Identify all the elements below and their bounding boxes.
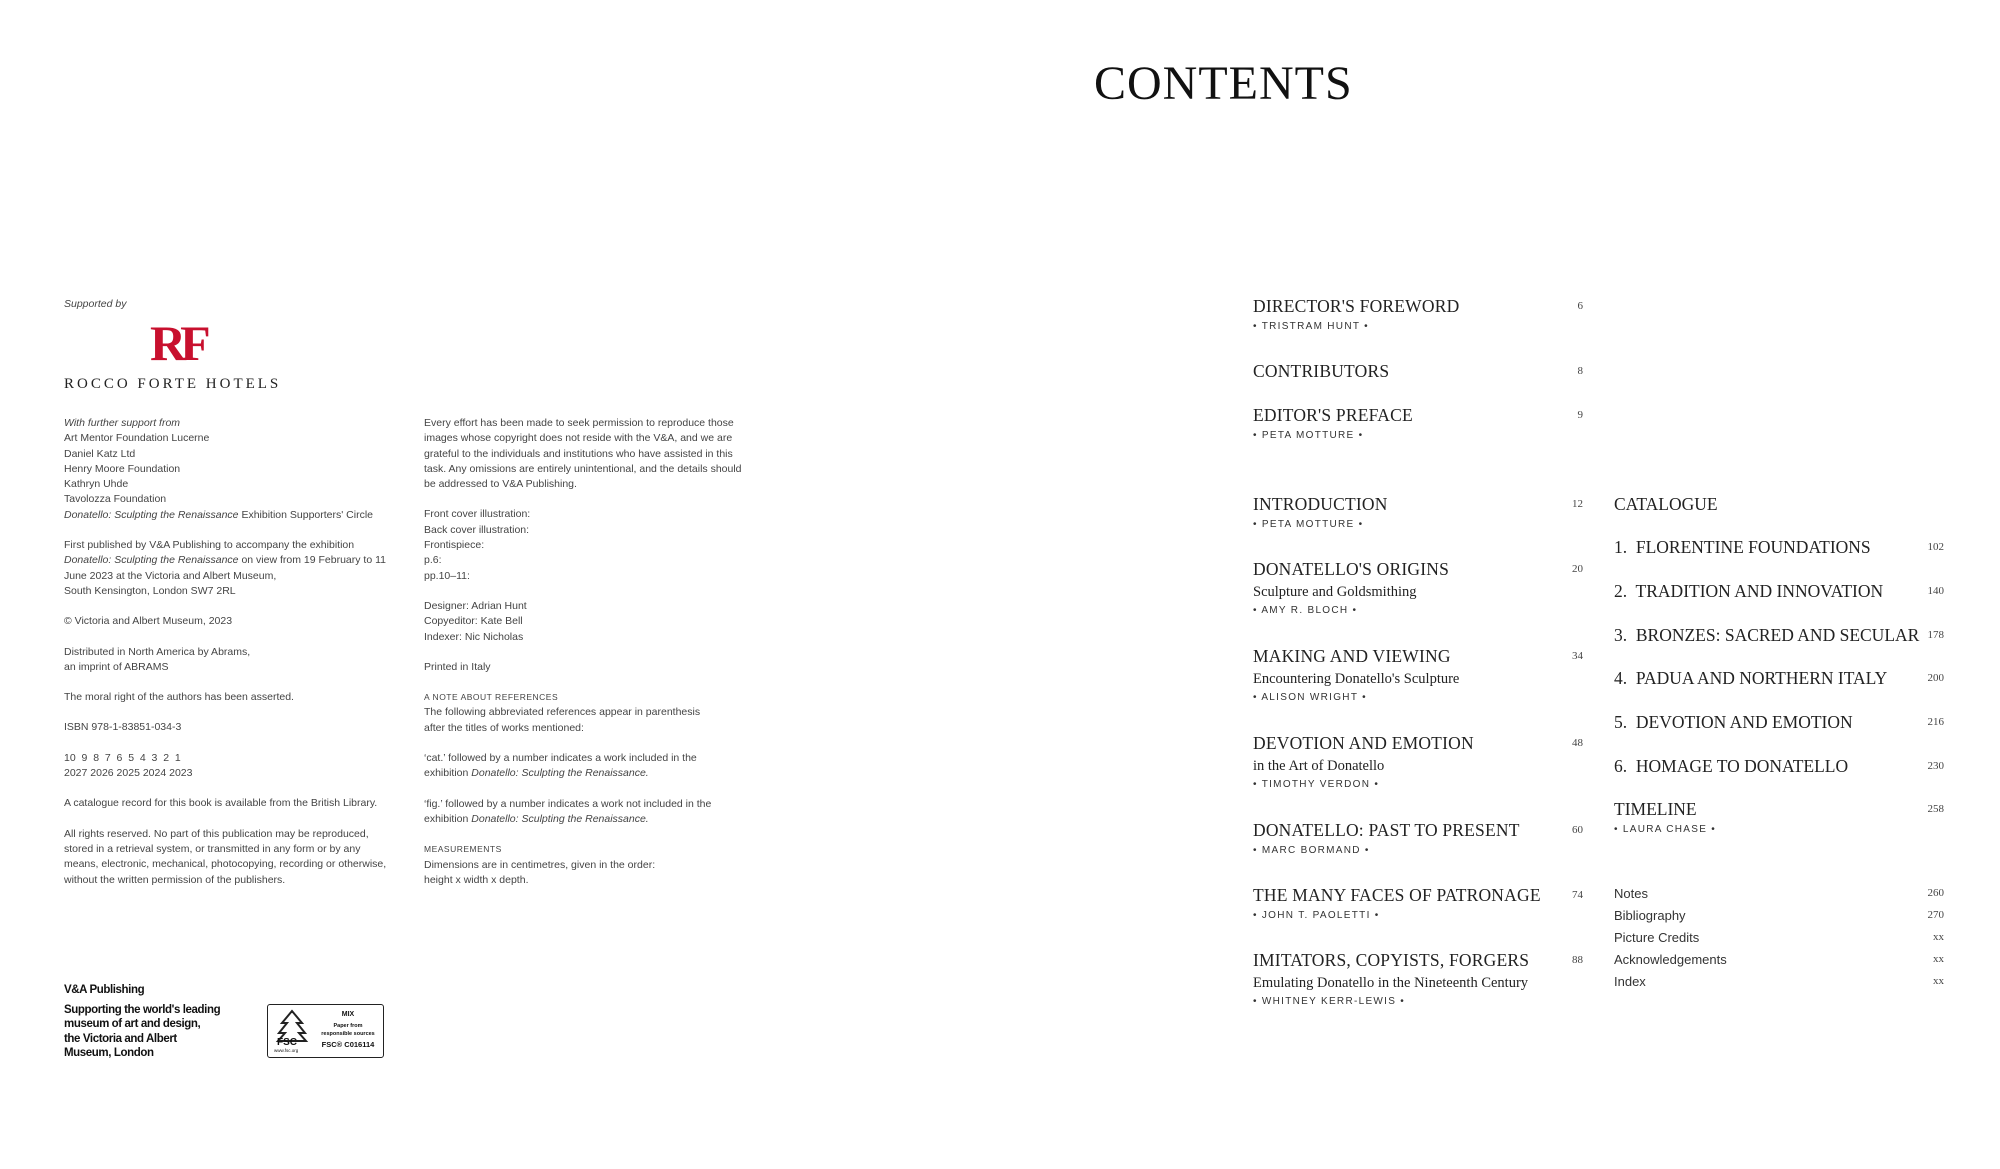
contents-title: CONTENTS [1094, 57, 1353, 110]
catalogue-entry-title: 2. TRADITION AND INNOVATION [1614, 581, 1884, 601]
toc-entry-title: CONTRIBUTORS [1253, 361, 1390, 381]
toc-entry-page: 60 [1572, 824, 1583, 836]
back-matter-label: Bibliography [1614, 908, 1686, 923]
note-line: after the titles of works mentioned: [424, 721, 584, 734]
va-publishing-title: V&A Publishing [64, 984, 145, 996]
back-matter-item[interactable] [1614, 930, 1944, 951]
measurements-heading: MEASUREMENTS [424, 844, 502, 855]
toc-entry[interactable] [1253, 361, 1583, 382]
rights-line: stored in a retrieval system, or transmitted in any form or by any [64, 842, 361, 855]
back-matter-label: Picture Credits [1614, 930, 1700, 945]
catalogue-entry-page: 102 [1927, 541, 1944, 553]
va-publishing-block [64, 983, 264, 1061]
back-matter-label: Notes [1614, 886, 1648, 901]
catalogue-entry-title: 3. BRONZES: SACRED AND SECULAR [1614, 625, 1920, 645]
toc-entry[interactable] [1253, 885, 1583, 921]
back-matter-page: xx [1933, 931, 1944, 943]
toc-entry-author: • WHITNEY KERR-LEWIS • [1253, 996, 1406, 1007]
back-matter-label: Index [1614, 974, 1646, 989]
toc-entry-subtitle: Sculpture and Goldsmithing [1253, 584, 1417, 600]
illustration-credit: Front cover illustration: [424, 508, 531, 521]
toc-entry-title: DEVOTION AND EMOTION [1253, 733, 1474, 753]
toc-entry-author: • AMY R. BLOCH • [1253, 605, 1358, 616]
published-line: South Kensington, London SW7 2RL [64, 584, 236, 597]
staff-credit: Indexer: Nic Nicholas [424, 630, 524, 643]
toc-entry-title: DONATELLO: PAST TO PRESENT [1253, 820, 1520, 840]
supporter-name: Tavolozza Foundation [64, 493, 167, 506]
catalogue-entry-title: 6. HOMAGE TO DONATELLO [1614, 756, 1849, 776]
toc-entry[interactable] [1253, 820, 1583, 856]
toc-entry-page: 8 [1577, 365, 1583, 377]
illustration-credit: Frontispiece: [424, 539, 485, 552]
toc-entry-author: • TRISTRAM HUNT • [1253, 321, 1369, 332]
catalogue-entry[interactable] [1614, 712, 1944, 733]
toc-entry[interactable] [1253, 733, 1583, 790]
print-years: 2027 2026 2025 2024 2023 [64, 767, 193, 780]
every-effort-line: Every effort has been made to seek permission to reproduce those [424, 417, 734, 429]
distributed-line: Distributed in North America by Abrams, [64, 645, 251, 658]
rights-line: without the written permission of the publishers. [64, 873, 286, 886]
imprint-column-1 [64, 416, 394, 888]
timeline-page: 258 [1927, 803, 1944, 815]
measurements-line: Dimensions are in centimetres, given in the order: [424, 858, 656, 871]
supporters-circle [64, 508, 394, 523]
further-support-heading: With further support from [64, 417, 181, 429]
toc-entry-page: 34 [1572, 650, 1583, 662]
toc-entry-page: 6 [1577, 300, 1583, 312]
toc-entry-page: 20 [1572, 563, 1583, 575]
toc-entry-title: MAKING AND VIEWING [1253, 646, 1451, 666]
toc-entry-author: • TIMOTHY VERDON • [1253, 779, 1380, 790]
catalogue-entry-title: 4. PADUA AND NORTHERN ITALY [1614, 668, 1888, 688]
catalogue-heading [1614, 494, 1944, 515]
staff-credit: Copyeditor: Kate Bell [424, 615, 523, 628]
imprint-column-2 [424, 416, 764, 888]
print-numbers: 10 9 8 7 6 5 4 3 2 1 [64, 751, 181, 764]
toc-entry-author: • MARC BORMAND • [1253, 845, 1370, 856]
toc-entry-author: • PETA MOTTURE • [1253, 430, 1364, 441]
va-publishing-line: Museum, London [64, 1047, 154, 1059]
toc-entry-page: 9 [1577, 409, 1583, 421]
toc-entry[interactable] [1253, 494, 1583, 530]
va-publishing-line: museum of art and design, [64, 1018, 201, 1030]
toc-entry-title: DIRECTOR'S FOREWORD [1253, 296, 1460, 316]
supporter-name: Kathryn Uhde [64, 478, 129, 491]
va-publishing-line: Supporting the world's leading [64, 1003, 221, 1016]
catalogue-entry[interactable] [1614, 756, 1944, 777]
published-line: First published by V&A Publishing to accompany the exhibition [64, 539, 355, 552]
rights-line: All rights reserved. No part of this publication may be reproduced, [64, 827, 369, 840]
cat-note-prefix: exhibition [424, 767, 472, 780]
catalogue-heading-text: CATALOGUE [1614, 494, 1718, 514]
every-effort-line: images whose copyright does not reside with the V&A, and we are [424, 432, 733, 445]
toc-entry-subtitle: in the Art of Donatello [1253, 758, 1385, 774]
fsc-logo [267, 1004, 384, 1058]
isbn-line: ISBN 978-1-83851-034-3 [64, 721, 182, 734]
toc-entry-page: 74 [1572, 889, 1583, 901]
exhibition-title: Donatello: Sculpting the Renaissance. [471, 812, 649, 825]
toc-entry[interactable] [1253, 646, 1583, 703]
toc-entry-page: 48 [1572, 737, 1583, 749]
cat-note-line: ‘cat.’ followed by a number indicates a work included in the [424, 752, 697, 765]
cat-note-line [424, 766, 764, 781]
toc-entry-title: THE MANY FACES OF PATRONAGE [1253, 885, 1541, 905]
toc-entry[interactable] [1253, 405, 1583, 441]
back-matter-page: 260 [1927, 887, 1944, 899]
catalogue-entry-page: 140 [1927, 585, 1944, 597]
toc-entry[interactable] [1253, 950, 1583, 1007]
catalogue-entry[interactable] [1614, 668, 1944, 689]
toc-entry[interactable] [1253, 559, 1583, 616]
fsc-paper: Paper from [333, 1023, 363, 1029]
illustration-credit: p.6: [424, 554, 442, 567]
back-matter-item[interactable] [1614, 908, 1944, 929]
toc-entry-title: IMITATORS, COPYISTS, FORGERS [1253, 950, 1530, 970]
rights-line: means, electronic, mechanical, photocopying, recording or otherwise, [64, 858, 387, 871]
toc-entry-title: EDITOR'S PREFACE [1253, 405, 1413, 425]
distributed-line: an imprint of ABRAMS [64, 660, 169, 673]
back-matter-item[interactable] [1614, 886, 1944, 907]
fig-note-line [424, 812, 764, 827]
exhibition-title: Donatello: Sculpting the Renaissance [64, 508, 239, 521]
fig-note-line: ‘fig.’ followed by a number indicates a work not included in the [424, 797, 712, 810]
every-effort-line: grateful to the individuals and institutions who have assisted in this [424, 447, 733, 460]
catalogue-entry-page: 178 [1927, 629, 1944, 641]
toc-entry-subtitle: Encountering Donatello's Sculpture [1253, 671, 1460, 687]
fsc-mix: MIX [341, 1011, 355, 1018]
copyright-line: © Victoria and Albert Museum, 2023 [64, 615, 233, 628]
timeline-author: • LAURA CHASE • [1614, 824, 1717, 835]
fig-note-prefix: exhibition [424, 812, 472, 825]
timeline-title: TIMELINE [1614, 799, 1697, 819]
sponsor-monogram: RF [150, 315, 205, 371]
illustration-credit: Back cover illustration: [424, 523, 530, 536]
catalogue-entry-title: 1. FLORENTINE FOUNDATIONS [1614, 537, 1871, 557]
catalogue-entry-title: 5. DEVOTION AND EMOTION [1614, 712, 1853, 732]
back-matter-page: 270 [1927, 909, 1944, 921]
moral-right-line: The moral right of the authors has been asserted. [64, 691, 294, 704]
toc-entry-page: 12 [1572, 498, 1583, 510]
every-effort-line: be addressed to V&A Publishing. [424, 478, 577, 491]
supporters-circle-text: Exhibition Supporters' Circle [238, 508, 374, 521]
toc-entry-author: • PETA MOTTURE • [1253, 519, 1364, 530]
sponsor-name: ROCCO FORTE HOTELS [64, 376, 282, 392]
supported-by-label: Supported by [64, 298, 127, 310]
supporter-name: Art Mentor Foundation Lucerne [64, 432, 210, 445]
va-publishing-line: the Victoria and Albert [64, 1032, 177, 1045]
printed-in-line: Printed in Italy [424, 660, 491, 673]
toc-entry-page: 88 [1572, 954, 1583, 966]
illustration-credit: pp.10–11: [424, 569, 470, 582]
catalogue-entry[interactable] [1614, 537, 1944, 558]
back-matter-label: Acknowledgements [1614, 952, 1727, 967]
catalogue-entry[interactable] [1614, 581, 1944, 602]
fsc-site: www.fsc.org [274, 1048, 299, 1053]
supporter-name: Henry Moore Foundation [64, 462, 181, 475]
supporter-name: Daniel Katz Ltd [64, 447, 136, 460]
timeline-entry[interactable] [1614, 799, 1944, 835]
toc-entry-author: • ALISON WRIGHT • [1253, 692, 1367, 703]
fsc-label: FSC [277, 1037, 297, 1048]
every-effort-line: task. Any omissions are entirely unintentional, and the details should [424, 462, 742, 475]
back-matter-page: xx [1933, 953, 1944, 965]
back-matter-item[interactable] [1614, 952, 1944, 973]
toc-entry-subtitle: Emulating Donatello in the Nineteenth Century [1253, 975, 1529, 991]
toc-entry-author: • JOHN T. PAOLETTI • [1253, 910, 1380, 921]
exhibition-title: Donatello: Sculpting the Renaissance [64, 554, 239, 567]
staff-credit: Designer: Adrian Hunt [424, 599, 527, 612]
catalogue-entry[interactable] [1614, 625, 1944, 646]
fsc-code: FSC® C016114 [321, 1040, 375, 1049]
exhibition-title: Donatello: Sculpting the Renaissance. [471, 767, 649, 780]
back-matter-item[interactable] [1614, 974, 1944, 995]
catalogue-entry-page: 230 [1927, 760, 1944, 772]
fsc-paper: responsible sources [321, 1031, 375, 1037]
catalogue-entry-page: 200 [1927, 672, 1944, 684]
toc-entry-title: DONATELLO'S ORIGINS [1253, 559, 1450, 579]
toc-entry[interactable] [1253, 296, 1583, 332]
published-line [64, 553, 394, 568]
fsc-text [316, 1011, 380, 1049]
published-line: June 2023 at the Victoria and Albert Museum, [64, 569, 277, 582]
published-dates: on view from 19 February to 11 [238, 554, 386, 567]
measurements-line: height x width x depth. [424, 873, 529, 886]
catalogue-entry-page: 216 [1927, 716, 1944, 728]
note-line: The following abbreviated references appear in parenthesis [424, 706, 701, 719]
note-heading: A NOTE ABOUT REFERENCES [424, 692, 559, 703]
back-matter-page: xx [1933, 975, 1944, 987]
catalogue-record-line: A catalogue record for this book is available from the British Library. [64, 797, 378, 810]
toc-entry-title: INTRODUCTION [1253, 494, 1388, 514]
